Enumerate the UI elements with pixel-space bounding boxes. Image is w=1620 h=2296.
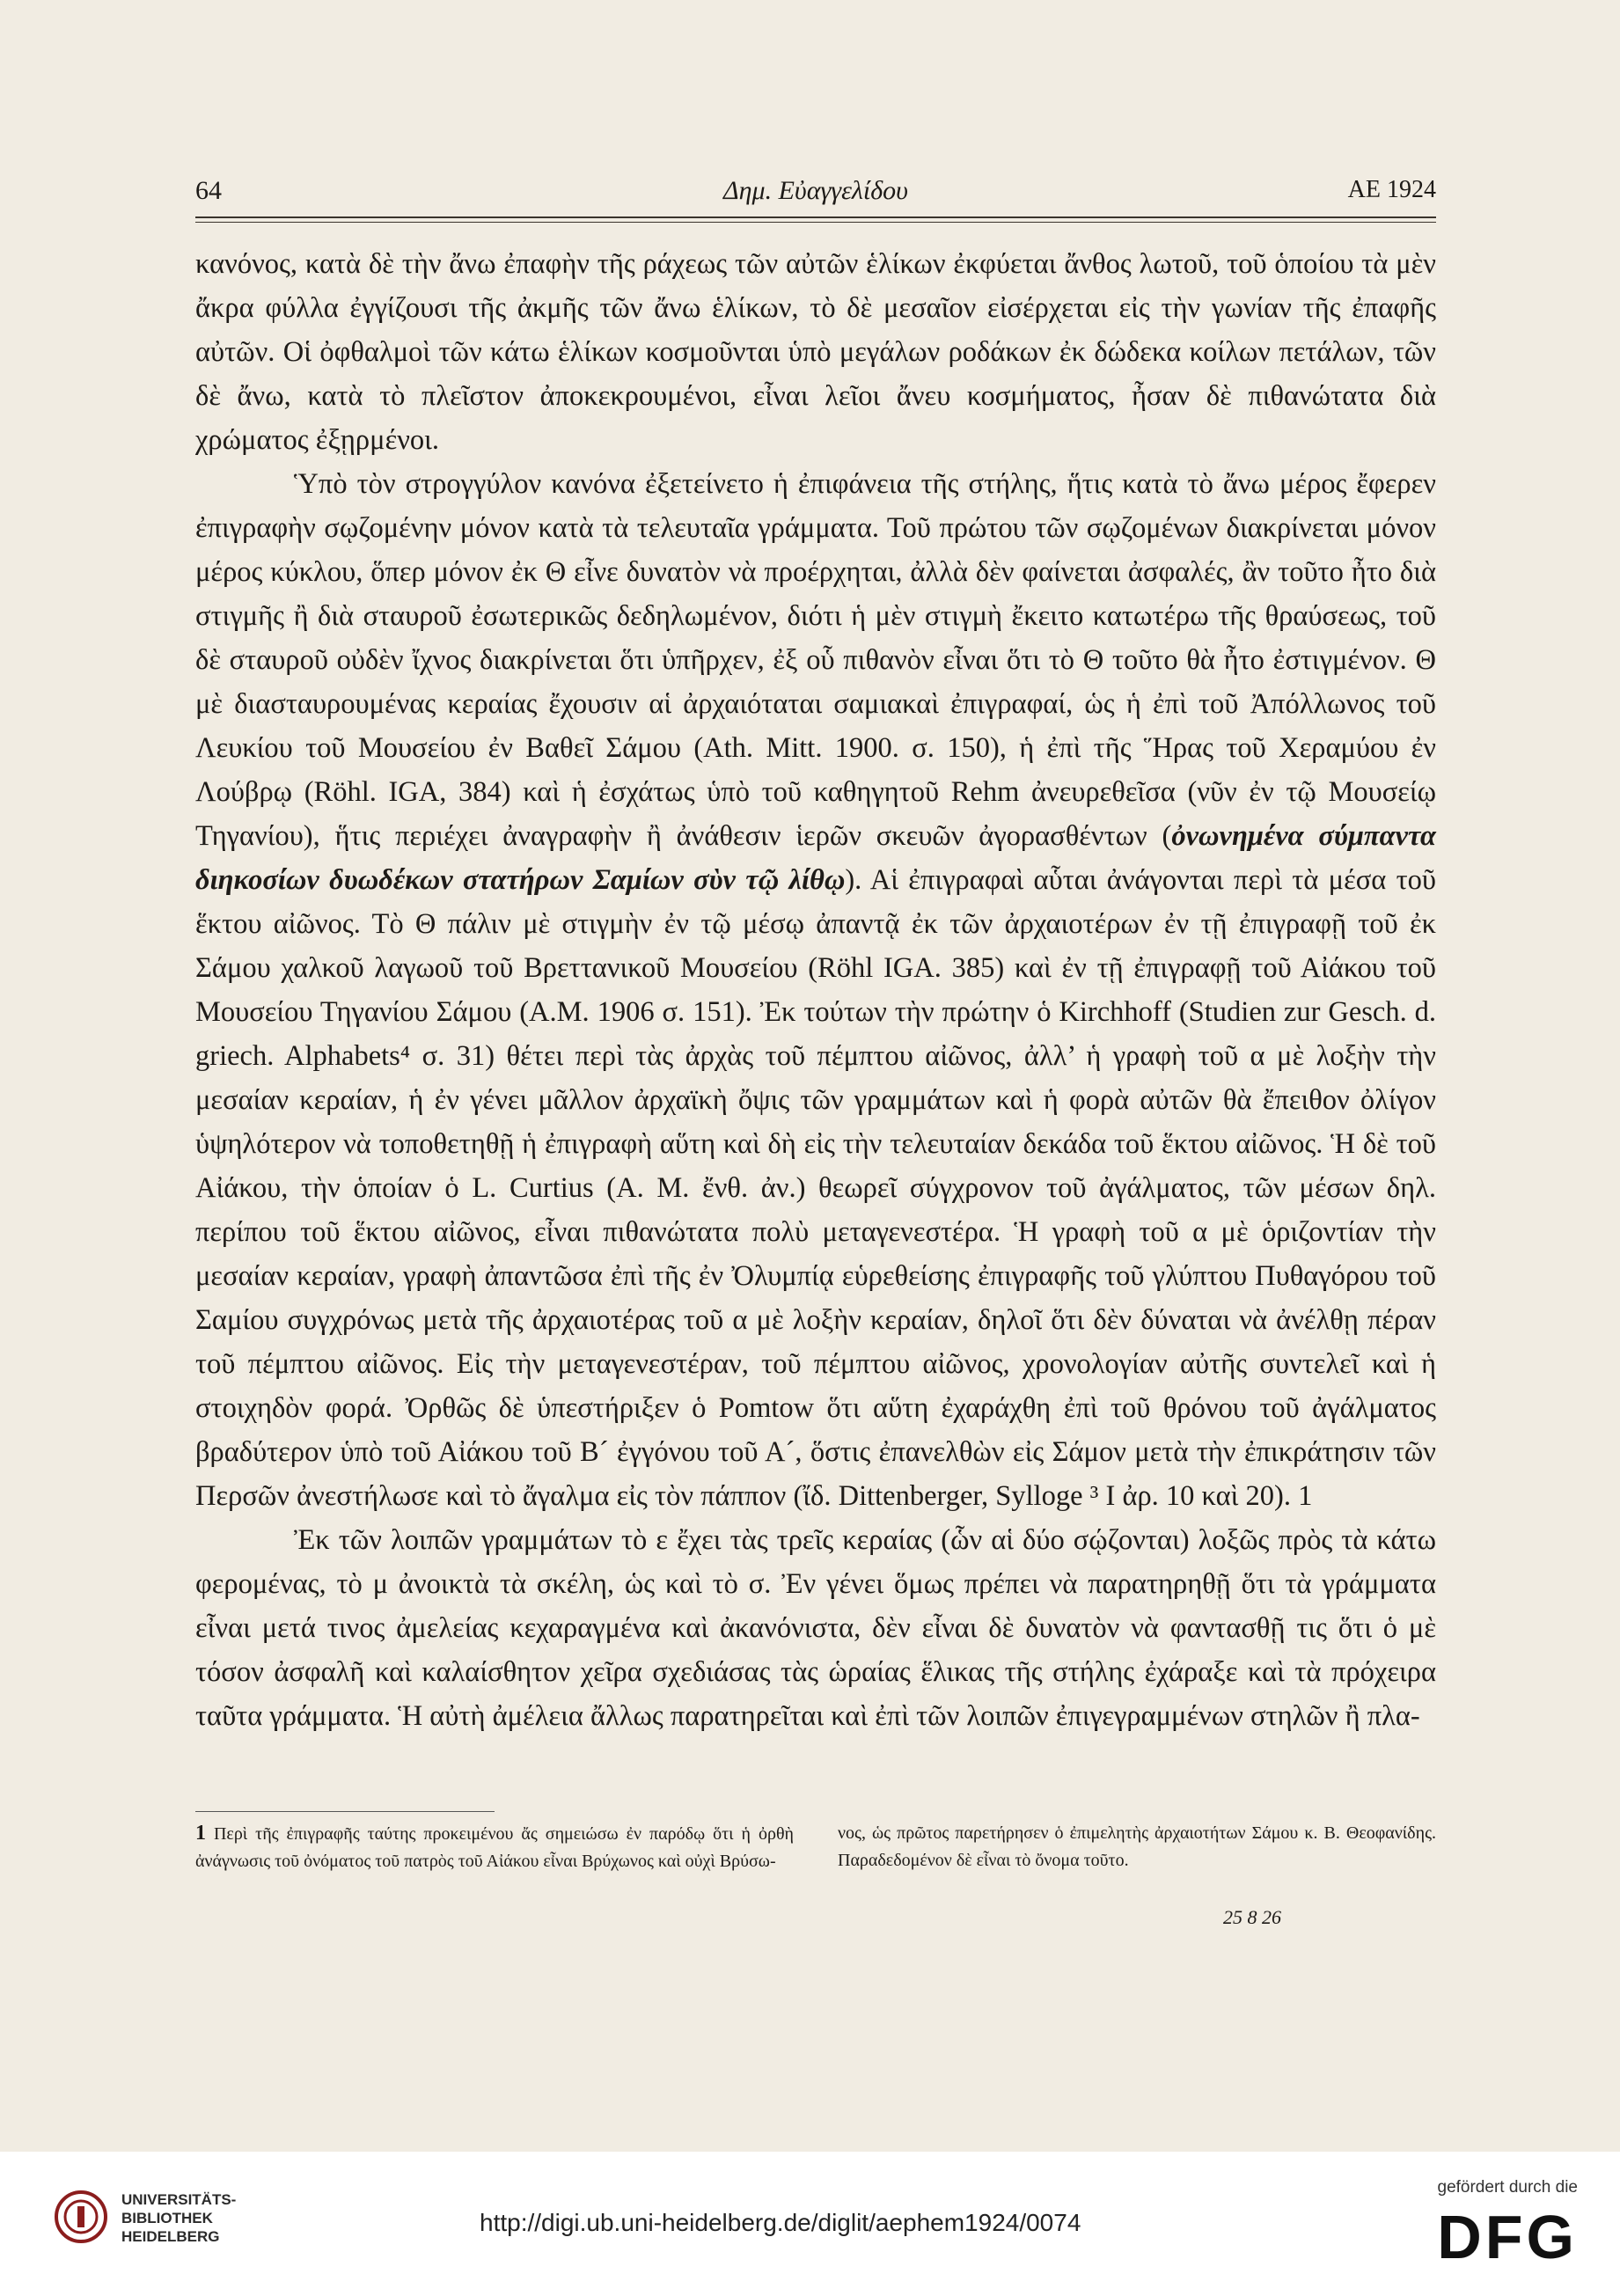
paragraph-1: κανόνος, κατὰ δὲ τὴν ἄνω ἐπαφὴν τῆς ράχεως τῶν αὐτῶν ἑλίκων ἐκφύεται ἄνθος λωτοῦ, τοῦ ὁποίου τὰ μὲν ἄκρα φύλλα ἐγγίζουσι τῆς ἀκμῆς τῶν ἄνω ἑλίκων, τὸ δὲ μεσαῖον εἰσέρχεται εἰς τὴν γωνίαν τῆς ἐπαφῆς αὐτῶν. Οἱ ὀφθαλμοὶ τῶν κάτω ἑλίκων κοσμοῦνται ὑπὸ μεγάλων ροδάκων ἐκ δώδεκα κοίλων πετάλων, τῶν δὲ ἄνω, κατὰ τὸ πλεῖστον ἀποκεκρουμένοι, εἶναι λεῖοι ἄνευ κοσμήματος, ἦσαν δὲ πιθανώτατα διὰ χρώματος ἐξῃρμένοι.: [195, 248, 1436, 456]
library-name: UNIVERSITÄTS- BIBLIOTHEK HEIDELBERG: [121, 2191, 237, 2245]
running-title: Δημ. Εὐαγγελίδου: [723, 176, 908, 205]
paragraph-3: Ἐκ τῶν λοιπῶν γραμμάτων τὸ ε ἔχει τὰς τρεῖς κεραίας (ὧν αἱ δύο σῴζονται) λοξῶς πρὸς τὰ κάτω φερομένας, τὸ μ ἀνοικτὰ τὰ σκέλη, ὡς καὶ τὸ σ. Ἐν γένει ὅμως πρέπει νὰ παρατηρηθῇ ὅτι τὰ γράμματα εἶναι μετά τινος ἀμελείας κεχαραγμένα καὶ ἀκανόνιστα, δὲν εἶναι δὲ δυνατὸν νὰ φαντασθῇ τις ὅτι ὁ μὲ τόσον ἀσφαλῆ καὶ καλαίσθητον χεῖρα σχεδιάσας τὰς ὡραίας ἕλικας τῆς στήλης ἐχάραξε καὶ τὰ πρόχειρα ταῦτα γράμματα. Ἡ αὐτὴ ἀμέλεια ἄλλως παρατηρεῖται καὶ ἐπὶ τῶν λοιπῶν ἐπιγεγραμμένων στηλῶν ἢ πλα-: [195, 1524, 1436, 1732]
header-rule: [195, 216, 1436, 218]
funding-label: gefördert durch die: [1437, 2178, 1578, 2197]
body-text: [195, 242, 1436, 1738]
dfg-logo: DFG: [1437, 2203, 1578, 2271]
footnote-left-column: [195, 1820, 794, 1875]
paragraph-2-continued: Αἱ ἐπιγραφαὶ αὗται ἀνάγονται περὶ τὰ μέσα τοῦ ἕκτου αἰῶνος. Τὸ Θ πάλιν μὲ στιγμὴν ἐν τῷ μέσῳ ἀπαντᾷ ἐκ τῶν ἀρχαιοτέρων ἐν τῇ ἐπιγραφῇ τοῦ ἐκ Σάμου χαλκοῦ λαγωοῦ τοῦ Βρεττανικοῦ Μουσείου (Röhl IGA. 385) καὶ ἐν τῇ ἐπιγραφῇ τοῦ Αἰάκου τοῦ Μουσείου Τηγανίου Σάμου (A.M. 1906 σ. 151). Ἐκ τούτων τὴν πρώτην ὁ Kirchhoff (Studien zur Gesch. d. griech. Alphabets⁴ σ. 31) θέτει περὶ τὰς ἀρχὰς τοῦ πέμπτου αἰῶνος, ἀλλ’ ἡ γραφὴ τοῦ α μὲ λοξὴν τὴν μεσαίαν κεραίαν, ἡ ἐν γένει μᾶλλον ἀρχαϊκὴ ὄψις τῶν γραμμάτων καὶ ἡ φορὰ αὐτῶν θὰ ἔπειθον ὀλίγον ὑψηλότερον νὰ τοποθετηθῇ ἡ ἐπιγραφὴ αὕτη καὶ δὴ εἰς τὴν τελευταίαν δεκάδα τοῦ ἕκτου αἰῶνος. Ἡ δὲ τοῦ Αἰάκου, τὴν ὁποίαν ὁ L. Curtius (A. M. ἔνθ. ἀν.) θεωρεῖ σύγχρονον τοῦ ἀγάλματος, τῶν μέσων δηλ. περίπου τοῦ ἕκτου αἰῶνος, εἶναι πιθανώτατα πολὺ μεταγενεστέρα. Ἡ γραφὴ τοῦ α μὲ ὁριζοντίαν τὴν μεσαίαν κεραίαν, γραφὴ ἀπαντῶσα ἐπὶ τῆς ἐν Ὀλυμπίᾳ εὑρεθείσης ἐπιγραφῆς τοῦ γλύπτου Πυθαγόρου τοῦ Σαμίου συγχρόνως μετὰ τῆς ἀρχαιοτέρας τοῦ α μὲ λοξὴν κεραίαν, δηλοῖ ὅτι δὲν δύναται νὰ ἀνέλθῃ πέραν τοῦ πέμπτου αἰῶνος. Εἰς τὴν μεταγενεστέραν, τοῦ πέμπτου αἰῶνος, χρονολογίαν αὐτῆς συντελεῖ καὶ ἡ στοιχηδὸν φορά. Ὀρθῶς δὲ ὑπεστήριξεν ὁ Pomtow ὅτι αὕτη ἐχαράχθη ἐπὶ τοῦ θρόνου τοῦ ἀγάλματος βραδύτερον ὑπὸ τοῦ Αἰάκου τοῦ Β´ ἐγγόνου τοῦ Α´, ὅστις ἐπανελθὼν εἰς Σάμον μετὰ τὴν ἐπικράτησιν τῶν Περσῶν ἀνεστήλωσε καὶ τὸ ἄγαλμα εἰς τὸν πάππον (ἴδ. Dittenberger, Sylloge ³ I ἀρ. 10 καὶ 20). 1: [195, 864, 1436, 1512]
digitization-footer: [0, 2152, 1620, 2296]
issue-label: ΑΕ 1924: [1347, 176, 1436, 203]
handwritten-date: 25 8 26: [1223, 1906, 1281, 1928]
header-rule-thin: [195, 222, 1436, 223]
footnote-left-text: Περὶ τῆς ἐπιγραφῆς ταύτης προκειμένου ἄς σημειώσω ἐν παρόδῳ ὅτι ἡ ὀρθὴ ἀνάγνωσις τοῦ ὀνόματος τοῦ πατρὸς τοῦ Αἰάκου εἶναι Βρύχωνος καὶ οὐχὶ Βρύσω-: [195, 1824, 794, 1871]
page-header: [195, 176, 1436, 211]
paragraph-2: Ὑπὸ τὸν στρογγύλον κανόνα ἐξετείνετο ἡ ἐπιφάνεια τῆς στήλης, ἥτις κατὰ τὸ ἄνω μέρος ἔφερεν ἐπιγραφὴν σῳζομένην μόνον κατὰ τὰ τελευταῖα γράμματα. Τοῦ πρώτου τῶν σῳζομένων διακρίνεται μόνον μέρος κύκλου, ὅπερ μόνον ἐκ Θ εἶνε δυνατὸν νὰ προέρχηται, ἀλλὰ δὲν φαίνεται ἀσφαλές, ἂν τοῦτο ἦτο διὰ στιγμῆς ἢ διὰ σταυροῦ ἐσωτερικῶς δεδηλωμένον, διότι ἡ μὲν στιγμὴ ἔκειτο κατωτέρω τῆς θραύσεως, τοῦ δὲ σταυροῦ οὐδὲν ἴχνος διακρίνεται ὅτι ὑπῆρχεν, ἐξ οὗ πιθανὸν εἶναι ὅτι τὸ Θ τοῦτο θὰ ἦτο ἐστιγμένον. Θ μὲ διασταυρουμένας κεραίας ἔχουσιν αἱ ἀρχαιόταται σαμιακαὶ ἐπιγραφαί, ὡς ἡ ἐπὶ τοῦ Ἀπόλλωνος τοῦ Λευκίου τοῦ Μουσείου ἐν Βαθεῖ Σάμου (Ath. Mitt. 1900. σ. 150), ἡ ἐπὶ τῆς Ἥρας τοῦ Χεραμύου ἐν Λούβρῳ (Röhl. IGA, 384) καὶ ἡ ἐσχάτως ὑπὸ τοῦ καθηγητοῦ Rehm ἀνευρεθεῖσα (νῦν ἐν τῷ Μουσείῳ Τηγανίου), ἥτις περιέχει ἀναγραφὴν ἢ ἀνάθεσιν ἱερῶν σκευῶν ἀγορασθέντων (ὀνωνημένα σύμπαντα διηκοσίων δυωδέκων στατήρων Σαμίων σὺν τῷ λίθῳ). Αἱ ἐπιγραφαὶ αὗται ἀνάγονται περὶ τὰ μέσα τοῦ ἕκτου αἰῶνος. Τὸ Θ πάλιν μὲ στιγμὴν ἐν τῷ μέσῳ ἀπαντᾷ ἐκ τῶν ἀρχαιοτέρων ἐν τῇ ἐπιγραφῇ τοῦ ἐκ Σάμου χαλκοῦ λαγωοῦ τοῦ Βρεττανικοῦ Μουσείου (Röhl IGA. 385) καὶ ἐν τῇ ἐπιγραφῇ τοῦ Αἰάκου τοῦ Μουσείου Τηγανίου Σάμου (A.M. 1906 σ. 151). Ἐκ τούτων τὴν πρώτην ὁ Kirchhoff (Studien zur Gesch. d. griech. Alphabets⁴ σ. 31) θέτει περὶ τὰς ἀρχὰς τοῦ πέμπτου αἰῶνος, ἀλλ’ ἡ γραφὴ τοῦ α μὲ λοξὴν τὴν μεσαίαν κεραίαν, ἡ ἐν γένει μᾶλλον ἀρχαϊκὴ ὄψις τῶν γραμμάτων καὶ ἡ φορὰ αὐτῶν θὰ ἔπειθον ὀλίγον ὑψηλότερον νὰ τοποθετηθῇ ἡ ἐπιγραφὴ αὕτη καὶ δὴ εἰς τὴν τελευταίαν δεκάδα τοῦ ἕκτου αἰῶνος. Ἡ δὲ τοῦ Αἰάκου, τὴν ὁποίαν ὁ L. Curtius (A. M. ἔνθ. ἀν.) θεωρεῖ σύγχρονον τοῦ ἀγάλματος, τῶν μέσων δηλ. περίπου τοῦ ἕκτου αἰῶνος, εἶναι πιθανώτατα πολὺ μεταγενεστέρα. Ἡ γραφὴ τοῦ α μὲ ὁριζοντίαν τὴν μεσαίαν κεραίαν, γραφὴ ἀπαντῶσα ἐπὶ τῆς ἐν Ὀλυμπίᾳ εὑρεθείσης ἐπιγραφῆς τοῦ γλύπτου Πυθαγόρου τοῦ Σαμίου συγχρόνως μετὰ τῆς ἀρχαιοτέρας τοῦ α μὲ λοξὴν κεραίαν, δηλοῖ ὅτι δὲν δύναται νὰ ἀνέλθῃ πέραν τοῦ πέμπτου αἰῶνος. Εἰς τὴν μεταγενεστέραν, τοῦ πέμπτου αἰῶνος, χρονολογίαν αὐτῆς συντελεῖ καὶ ἡ στοιχηδὸν φορά. Ὀρθῶς δὲ ὑπεστήριξεν ὁ Pomtow ὅτι αὕτη ἐχαράχθη ἐπὶ τοῦ θρόνου τοῦ ἀγάλματος βραδύτερον ὑπὸ τοῦ Αἰάκου τοῦ Β´ ἐγγόνου τοῦ Α´, ὅστις ἐπανελθὼν εἰς Σάμον μετὰ τὴν ἐπικράτησιν τῶν Περσῶν ἀνεστήλωσε καὶ τὸ ἄγαλμα εἰς τὸν πάππον (ἴδ. Dittenberger, Sylloge ³ I ἀρ. 10 καὶ 20). 1: [195, 468, 1437, 1512]
footnote-number: 1: [195, 1822, 206, 1845]
page-number: 64: [195, 176, 222, 205]
permalink-url[interactable]: http://digi.ub.uni-heidelberg.de/diglit/aephem1924/0074: [480, 2209, 1081, 2236]
paragraph-2-quote: ὀνωνημένα σύμπαντα διηκοσίων δυωδέκων στατήρων Σαμίων σὺν τῷ λίθῳ: [195, 820, 1437, 896]
footnote-rule: [195, 1811, 495, 1812]
paragraph-2-text: Ὑπὸ τὸν στρογγύλον κανόνα ἐξετείνετο ἡ ἐπιφάνεια τῆς στήλης, ἥτις κατὰ τὸ ἄνω μέρος ἔφερεν ἐπιγραφὴν σῳζομένην μόνον κατὰ τὰ τελευταῖα γράμματα. Τοῦ πρώτου τῶν σῳζομένων διακρίνεται μόνον μέρος κύκλου, ὅπερ μόνον ἐκ Θ εἶνε δυνατὸν νὰ προέρχηται, ἀλλὰ δὲν φαίνεται ἀσφαλές, ἂν τοῦτο ἦτο διὰ στιγμῆς ἢ διὰ σταυροῦ ἐσωτερικῶς δεδηλωμένον, διότι ἡ μὲν στιγμὴ ἔκειτο κατωτέρω τῆς θραύσεως, τοῦ δὲ σταυροῦ οὐδὲν ἴχνος διακρίνεται ὅτι ὑπῆρχεν, ἐξ οὗ πιθανὸν εἶναι ὅτι τὸ Θ τοῦτο θὰ ἦτο ἐστιγμένον. Θ μὲ διασταυρουμένας κεραίας ἔχουσιν αἱ ἀρχαιόταται σαμιακαὶ ἐπιγραφαί, ὡς ἡ ἐπὶ τοῦ Ἀπόλλωνος τοῦ Λευκίου τοῦ Μουσείου ἐν Βαθεῖ Σάμου (Ath. Mitt. 1900. σ. 150), ἡ ἐπὶ τῆς Ἥρας τοῦ Χεραμύου ἐν Λούβρῳ (Röhl. IGA, 384) καὶ ἡ ἐσχάτως ὑπὸ τοῦ καθηγητοῦ Rehm ἀνευρεθεῖσα (νῦν ἐν τῷ Μουσείῳ Τηγανίου), ἥτις περιέχει ἀναγραφὴν ἢ ἀνάθεσιν ἱερῶν σκευῶν ἀγορασθέντων: [195, 468, 1436, 852]
university-seal-icon: [53, 2189, 109, 2245]
footnote-right-column: νος, ὡς πρῶτος παρετήρησεν ὁ ἐπιμελητὴς ἀρχαιοτήτων Σάμου κ. Β. Θεοφανίδης. Παραδεδομένον δὲ εἶναι τὸ ὄνομα τοῦτο.: [838, 1823, 1436, 1870]
